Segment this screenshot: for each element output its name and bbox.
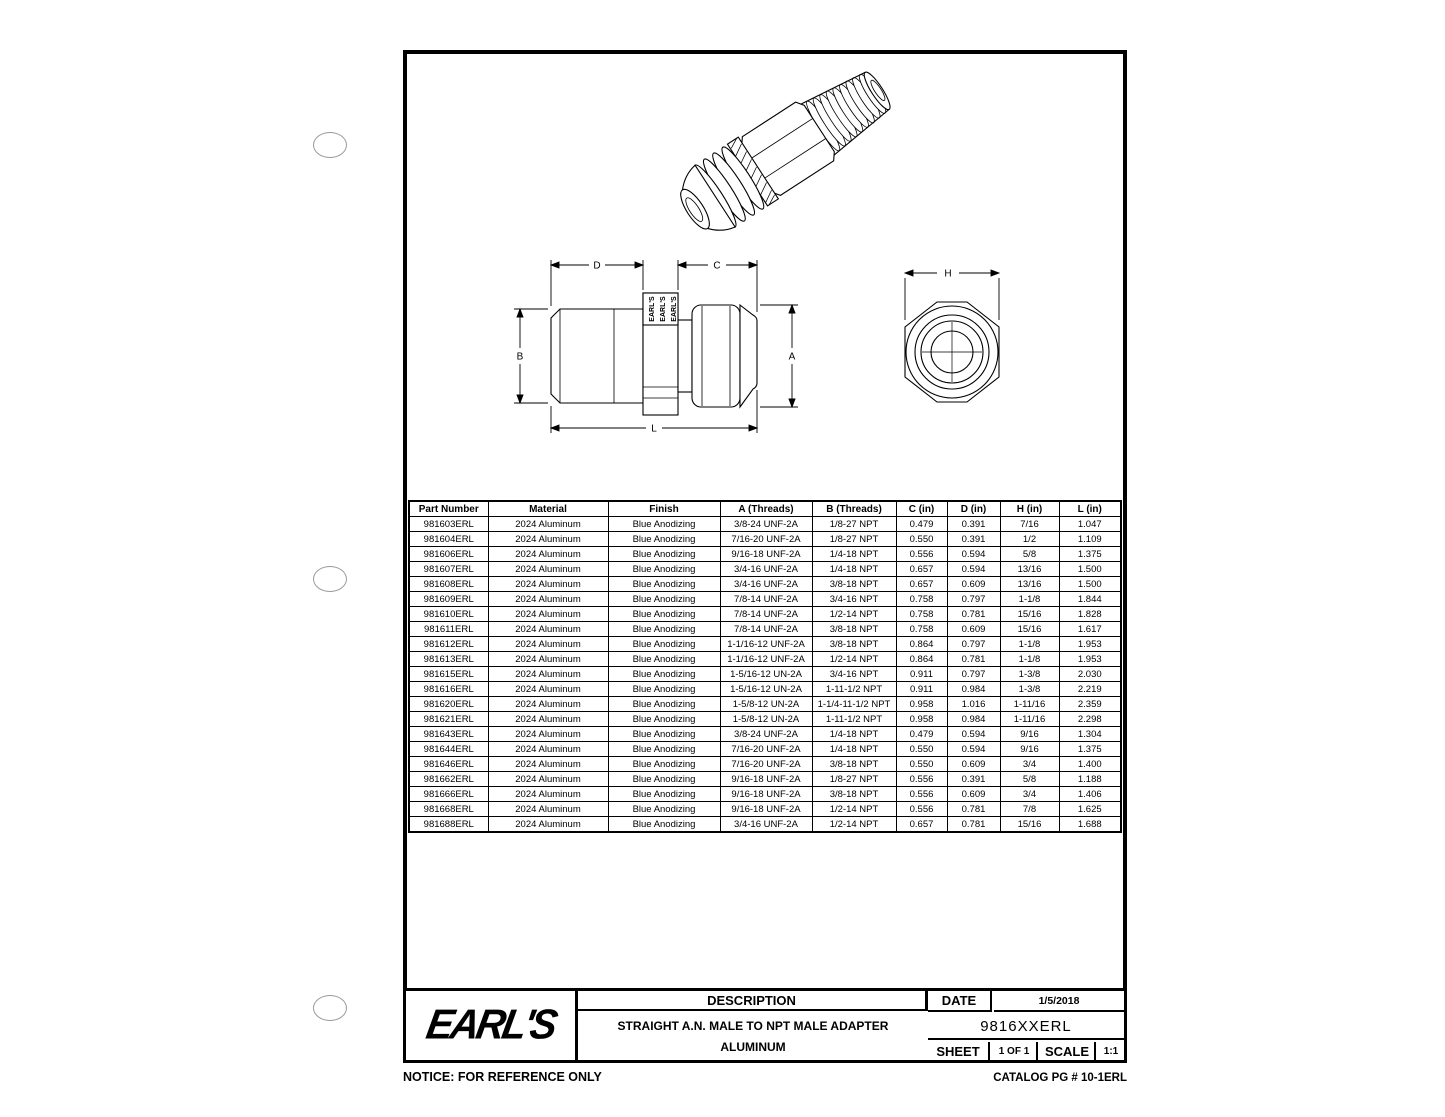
table-cell: 7/16-20 UNF-2A bbox=[720, 757, 812, 772]
table-cell: 3/4-16 UNF-2A bbox=[720, 577, 812, 592]
table-cell: 15/16 bbox=[1000, 817, 1059, 833]
table-cell: 9/16 bbox=[1000, 742, 1059, 757]
table-cell: 0.797 bbox=[947, 637, 1000, 652]
fitting-isometric-drawing bbox=[638, 52, 928, 252]
dim-label-h: H bbox=[944, 268, 952, 280]
table-cell: 1/2-14 NPT bbox=[812, 607, 896, 622]
table-cell: 1.406 bbox=[1059, 787, 1121, 802]
fitting-side-view-drawing bbox=[500, 248, 810, 443]
table-cell: 0.657 bbox=[896, 562, 947, 577]
table-header-cell: B (Threads) bbox=[812, 501, 896, 517]
dim-label-c: C bbox=[713, 260, 721, 272]
table-cell: Blue Anodizing bbox=[608, 517, 720, 532]
table-cell: 1.500 bbox=[1059, 562, 1121, 577]
parts-table-body bbox=[409, 517, 1121, 833]
company-logo bbox=[406, 991, 578, 1060]
table-cell: 1-11/16 bbox=[1000, 697, 1059, 712]
table-cell: 981621ERL bbox=[409, 712, 488, 727]
table-cell: 2024 Aluminum bbox=[488, 652, 608, 667]
table-cell: Blue Anodizing bbox=[608, 562, 720, 577]
table-header-cell: C (in) bbox=[896, 501, 947, 517]
table-row bbox=[409, 787, 1121, 802]
table-cell: 981603ERL bbox=[409, 517, 488, 532]
table-row bbox=[409, 682, 1121, 697]
date-label: DATE bbox=[928, 991, 992, 1012]
table-cell: 3/8-18 NPT bbox=[812, 577, 896, 592]
table-row bbox=[409, 727, 1121, 742]
table-cell: 3/8-18 NPT bbox=[812, 622, 896, 637]
table-cell: Blue Anodizing bbox=[608, 652, 720, 667]
table-cell: 1-1/4-11-1/2 NPT bbox=[812, 697, 896, 712]
table-cell: 15/16 bbox=[1000, 607, 1059, 622]
table-row bbox=[409, 652, 1121, 667]
knurl-text: EARL'S bbox=[671, 296, 678, 322]
table-cell: 1-1/8 bbox=[1000, 652, 1059, 667]
table-cell: 13/16 bbox=[1000, 577, 1059, 592]
table-cell: 7/8 bbox=[1000, 802, 1059, 817]
table-cell: 0.594 bbox=[947, 562, 1000, 577]
table-row bbox=[409, 517, 1121, 532]
table-cell: 1-1/8 bbox=[1000, 592, 1059, 607]
table-cell: 1.304 bbox=[1059, 727, 1121, 742]
table-cell: 2024 Aluminum bbox=[488, 727, 608, 742]
table-cell: 2024 Aluminum bbox=[488, 772, 608, 787]
table-cell: 2.298 bbox=[1059, 712, 1121, 727]
table-row bbox=[409, 577, 1121, 592]
table-cell: 5/8 bbox=[1000, 772, 1059, 787]
table-cell: 0.550 bbox=[896, 757, 947, 772]
table-cell: 981606ERL bbox=[409, 547, 488, 562]
table-cell: 1-1/8 bbox=[1000, 637, 1059, 652]
table-cell: 1/8-27 NPT bbox=[812, 772, 896, 787]
table-cell: 1/4-18 NPT bbox=[812, 742, 896, 757]
table-cell: 1.047 bbox=[1059, 517, 1121, 532]
table-header-row bbox=[409, 501, 1121, 517]
table-cell: 9/16-18 UNF-2A bbox=[720, 772, 812, 787]
table-row bbox=[409, 622, 1121, 637]
table-row bbox=[409, 772, 1121, 787]
table-cell: 2024 Aluminum bbox=[488, 532, 608, 547]
dim-label-l: L bbox=[651, 423, 657, 435]
table-cell: 0.797 bbox=[947, 667, 1000, 682]
table-cell: 2024 Aluminum bbox=[488, 562, 608, 577]
knurl-band-side bbox=[643, 293, 678, 325]
table-cell: 981615ERL bbox=[409, 667, 488, 682]
table-cell: Blue Anodizing bbox=[608, 787, 720, 802]
table-row bbox=[409, 532, 1121, 547]
sheet-value: 1 OF 1 bbox=[992, 1042, 1038, 1060]
table-cell: Blue Anodizing bbox=[608, 592, 720, 607]
table-cell: 1.953 bbox=[1059, 637, 1121, 652]
table-cell: Blue Anodizing bbox=[608, 802, 720, 817]
table-cell: 3/4-16 NPT bbox=[812, 667, 896, 682]
table-cell: 981604ERL bbox=[409, 532, 488, 547]
table-cell: 1.844 bbox=[1059, 592, 1121, 607]
table-row bbox=[409, 667, 1121, 682]
table-cell: 1.400 bbox=[1059, 757, 1121, 772]
table-cell: 3/4-16 UNF-2A bbox=[720, 562, 812, 577]
table-header-cell: Material bbox=[488, 501, 608, 517]
table-cell: 0.556 bbox=[896, 787, 947, 802]
table-cell: 1.617 bbox=[1059, 622, 1121, 637]
table-cell: 0.556 bbox=[896, 772, 947, 787]
table-cell: 2024 Aluminum bbox=[488, 742, 608, 757]
table-cell: 0.758 bbox=[896, 592, 947, 607]
table-cell: 2024 Aluminum bbox=[488, 697, 608, 712]
table-cell: 3/8-24 UNF-2A bbox=[720, 727, 812, 742]
table-cell: 1-11-1/2 NPT bbox=[812, 682, 896, 697]
table-cell: 0.758 bbox=[896, 622, 947, 637]
table-cell: 1.016 bbox=[947, 697, 1000, 712]
table-header-cell: H (in) bbox=[1000, 501, 1059, 517]
table-cell: 0.797 bbox=[947, 592, 1000, 607]
table-cell: Blue Anodizing bbox=[608, 667, 720, 682]
table-header-cell: D (in) bbox=[947, 501, 1000, 517]
table-cell: Blue Anodizing bbox=[608, 547, 720, 562]
table-cell: 1.375 bbox=[1059, 547, 1121, 562]
table-cell: 3/4-16 NPT bbox=[812, 592, 896, 607]
table-cell: Blue Anodizing bbox=[608, 712, 720, 727]
table-cell: Blue Anodizing bbox=[608, 697, 720, 712]
table-cell: 2.359 bbox=[1059, 697, 1121, 712]
table-cell: 1.375 bbox=[1059, 742, 1121, 757]
table-cell: 2.219 bbox=[1059, 682, 1121, 697]
table-cell: 1-3/8 bbox=[1000, 667, 1059, 682]
table-row bbox=[409, 697, 1121, 712]
table-cell: 1.188 bbox=[1059, 772, 1121, 787]
table-header-cell: Part Number bbox=[409, 501, 488, 517]
table-cell: 0.391 bbox=[947, 532, 1000, 547]
table-cell: 2024 Aluminum bbox=[488, 757, 608, 772]
table-cell: 1.500 bbox=[1059, 577, 1121, 592]
table-cell: 1-5/16-12 UN-2A bbox=[720, 682, 812, 697]
table-cell: 5/8 bbox=[1000, 547, 1059, 562]
sheet-label: SHEET bbox=[928, 1042, 990, 1060]
table-row bbox=[409, 607, 1121, 622]
table-cell: 9/16-18 UNF-2A bbox=[720, 787, 812, 802]
table-cell: 0.911 bbox=[896, 667, 947, 682]
table-cell: 3/4 bbox=[1000, 757, 1059, 772]
table-cell: 0.391 bbox=[947, 772, 1000, 787]
table-cell: 13/16 bbox=[1000, 562, 1059, 577]
table-cell: 7/8-14 UNF-2A bbox=[720, 622, 812, 637]
table-cell: 981616ERL bbox=[409, 682, 488, 697]
table-cell: Blue Anodizing bbox=[608, 772, 720, 787]
table-cell: 3/8-18 NPT bbox=[812, 757, 896, 772]
table-cell: 3/8-18 NPT bbox=[812, 787, 896, 802]
table-cell: 1-5/16-12 UN-2A bbox=[720, 667, 812, 682]
table-cell: 1/8-27 NPT bbox=[812, 517, 896, 532]
table-cell: 0.609 bbox=[947, 577, 1000, 592]
knurl-text: EARL'S bbox=[649, 296, 656, 322]
table-cell: 2024 Aluminum bbox=[488, 607, 608, 622]
table-cell: 0.864 bbox=[896, 652, 947, 667]
table-row bbox=[409, 712, 1121, 727]
table-cell: 2024 Aluminum bbox=[488, 577, 608, 592]
table-cell: 7/16 bbox=[1000, 517, 1059, 532]
table-cell: 2024 Aluminum bbox=[488, 682, 608, 697]
table-cell: 0.781 bbox=[947, 802, 1000, 817]
table-cell: 1-11/16 bbox=[1000, 712, 1059, 727]
table-cell: 981644ERL bbox=[409, 742, 488, 757]
table-cell: 2024 Aluminum bbox=[488, 622, 608, 637]
table-cell: 1/4-18 NPT bbox=[812, 562, 896, 577]
table-cell: 981613ERL bbox=[409, 652, 488, 667]
table-cell: 2024 Aluminum bbox=[488, 517, 608, 532]
table-cell: 7/16-20 UNF-2A bbox=[720, 532, 812, 547]
table-cell: 1.828 bbox=[1059, 607, 1121, 622]
table-cell: 1.953 bbox=[1059, 652, 1121, 667]
table-cell: 981646ERL bbox=[409, 757, 488, 772]
table-cell: 1.625 bbox=[1059, 802, 1121, 817]
table-header-cell: A (Threads) bbox=[720, 501, 812, 517]
table-cell: Blue Anodizing bbox=[608, 742, 720, 757]
table-cell: 981666ERL bbox=[409, 787, 488, 802]
date-value: 1/5/2018 bbox=[994, 991, 1124, 1012]
table-cell: 3/4 bbox=[1000, 787, 1059, 802]
table-cell: 1/2-14 NPT bbox=[812, 817, 896, 833]
table-row bbox=[409, 757, 1121, 772]
table-cell: Blue Anodizing bbox=[608, 532, 720, 547]
table-cell: 981668ERL bbox=[409, 802, 488, 817]
dim-label-d: D bbox=[593, 260, 601, 272]
table-cell: 981608ERL bbox=[409, 577, 488, 592]
table-row bbox=[409, 817, 1121, 833]
table-cell: 0.657 bbox=[896, 577, 947, 592]
description-text bbox=[578, 1013, 928, 1060]
table-cell: 3/8-18 NPT bbox=[812, 637, 896, 652]
table-header-cell: Finish bbox=[608, 501, 720, 517]
knurl-text: EARL'S bbox=[660, 296, 667, 322]
company-logo-text: EARL'S bbox=[422, 1001, 559, 1049]
table-cell: Blue Anodizing bbox=[608, 817, 720, 833]
table-cell: 2024 Aluminum bbox=[488, 787, 608, 802]
table-cell: 981688ERL bbox=[409, 817, 488, 833]
table-cell: 0.864 bbox=[896, 637, 947, 652]
table-cell: 7/8-14 UNF-2A bbox=[720, 607, 812, 622]
table-row bbox=[409, 562, 1121, 577]
table-cell: 981607ERL bbox=[409, 562, 488, 577]
title-block bbox=[403, 988, 1127, 1063]
parts-table bbox=[408, 500, 1122, 833]
table-cell: 0.781 bbox=[947, 817, 1000, 833]
table-cell: 1/2-14 NPT bbox=[812, 652, 896, 667]
table-cell: Blue Anodizing bbox=[608, 727, 720, 742]
table-cell: 0.781 bbox=[947, 652, 1000, 667]
table-cell: 7/8-14 UNF-2A bbox=[720, 592, 812, 607]
table-cell: 981611ERL bbox=[409, 622, 488, 637]
table-cell: 0.984 bbox=[947, 682, 1000, 697]
table-cell: 2024 Aluminum bbox=[488, 547, 608, 562]
hole-punch bbox=[313, 566, 347, 592]
fitting-end-view-drawing bbox=[885, 250, 1020, 415]
table-cell: 0.984 bbox=[947, 712, 1000, 727]
table-cell: 0.550 bbox=[896, 742, 947, 757]
table-cell: 0.758 bbox=[896, 607, 947, 622]
table-cell: 0.609 bbox=[947, 757, 1000, 772]
table-cell: 981662ERL bbox=[409, 772, 488, 787]
scale-label: SCALE bbox=[1040, 1042, 1096, 1060]
hole-punch bbox=[313, 995, 347, 1021]
hole-punch bbox=[313, 132, 347, 158]
table-cell: 1/4-18 NPT bbox=[812, 727, 896, 742]
table-cell: 0.609 bbox=[947, 787, 1000, 802]
table-cell: 1-1/16-12 UNF-2A bbox=[720, 637, 812, 652]
description-line1: STRAIGHT A.N. MALE TO NPT MALE ADAPTER bbox=[617, 1018, 889, 1033]
table-cell: 2024 Aluminum bbox=[488, 637, 608, 652]
table-cell: 0.958 bbox=[896, 712, 947, 727]
table-header-cell: L (in) bbox=[1059, 501, 1121, 517]
table-cell: 9/16-18 UNF-2A bbox=[720, 547, 812, 562]
table-cell: Blue Anodizing bbox=[608, 637, 720, 652]
table-cell: 0.479 bbox=[896, 517, 947, 532]
table-cell: 0.479 bbox=[896, 727, 947, 742]
table-cell: 1/4-18 NPT bbox=[812, 547, 896, 562]
table-cell: 1-3/8 bbox=[1000, 682, 1059, 697]
table-cell: 0.911 bbox=[896, 682, 947, 697]
description-line2: ALUMINUM bbox=[720, 1039, 786, 1054]
table-cell: Blue Anodizing bbox=[608, 607, 720, 622]
table-cell: 0.556 bbox=[896, 547, 947, 562]
table-cell: 3/8-24 UNF-2A bbox=[720, 517, 812, 532]
table-cell: 0.958 bbox=[896, 697, 947, 712]
table-cell: 2.030 bbox=[1059, 667, 1121, 682]
table-cell: 2024 Aluminum bbox=[488, 667, 608, 682]
table-cell: 0.594 bbox=[947, 727, 1000, 742]
table-cell: 981612ERL bbox=[409, 637, 488, 652]
table-cell: 1/2-14 NPT bbox=[812, 802, 896, 817]
table-cell: 2024 Aluminum bbox=[488, 592, 608, 607]
table-cell: 1-11-1/2 NPT bbox=[812, 712, 896, 727]
table-cell: 0.781 bbox=[947, 607, 1000, 622]
table-cell: 0.556 bbox=[896, 802, 947, 817]
table-row bbox=[409, 637, 1121, 652]
table-cell: 3/4-16 UNF-2A bbox=[720, 817, 812, 833]
notice-text: NOTICE: FOR REFERENCE ONLY bbox=[403, 1070, 602, 1084]
table-cell: 1.109 bbox=[1059, 532, 1121, 547]
table-cell: Blue Anodizing bbox=[608, 622, 720, 637]
table-cell: 15/16 bbox=[1000, 622, 1059, 637]
table-cell: Blue Anodizing bbox=[608, 682, 720, 697]
table-cell: 1/8-27 NPT bbox=[812, 532, 896, 547]
table-cell: 1-1/16-12 UNF-2A bbox=[720, 652, 812, 667]
table-cell: 981610ERL bbox=[409, 607, 488, 622]
table-cell: 1.688 bbox=[1059, 817, 1121, 833]
scale-value: 1:1 bbox=[1103, 1045, 1119, 1057]
table-cell: 1/2 bbox=[1000, 532, 1059, 547]
table-cell: 1-5/8-12 UN-2A bbox=[720, 712, 812, 727]
dim-label-a: A bbox=[788, 351, 796, 363]
table-cell: 7/16-20 UNF-2A bbox=[720, 742, 812, 757]
table-cell: 1-5/8-12 UN-2A bbox=[720, 697, 812, 712]
table-cell: 981609ERL bbox=[409, 592, 488, 607]
table-cell: 0.657 bbox=[896, 817, 947, 833]
table-cell: 0.391 bbox=[947, 517, 1000, 532]
table-cell: 0.594 bbox=[947, 742, 1000, 757]
table-cell: 0.594 bbox=[947, 547, 1000, 562]
table-cell: 981643ERL bbox=[409, 727, 488, 742]
description-header: DESCRIPTION bbox=[578, 991, 928, 1011]
part-number: 9816XXERL bbox=[928, 1014, 1124, 1040]
table-cell: 2024 Aluminum bbox=[488, 712, 608, 727]
table-cell: 0.609 bbox=[947, 622, 1000, 637]
table-row bbox=[409, 802, 1121, 817]
table-cell: 9/16 bbox=[1000, 727, 1059, 742]
table-cell: 2024 Aluminum bbox=[488, 802, 608, 817]
table-row bbox=[409, 547, 1121, 562]
table-cell: 0.550 bbox=[896, 532, 947, 547]
table-row bbox=[409, 592, 1121, 607]
catalog-page-ref: CATALOG PG # 10-1ERL bbox=[993, 1072, 1127, 1084]
table-row bbox=[409, 742, 1121, 757]
table-cell: 2024 Aluminum bbox=[488, 817, 608, 833]
table-cell: Blue Anodizing bbox=[608, 757, 720, 772]
table-cell: Blue Anodizing bbox=[608, 577, 720, 592]
dim-label-b: B bbox=[516, 351, 524, 363]
table-cell: 9/16-18 UNF-2A bbox=[720, 802, 812, 817]
table-cell: 981620ERL bbox=[409, 697, 488, 712]
